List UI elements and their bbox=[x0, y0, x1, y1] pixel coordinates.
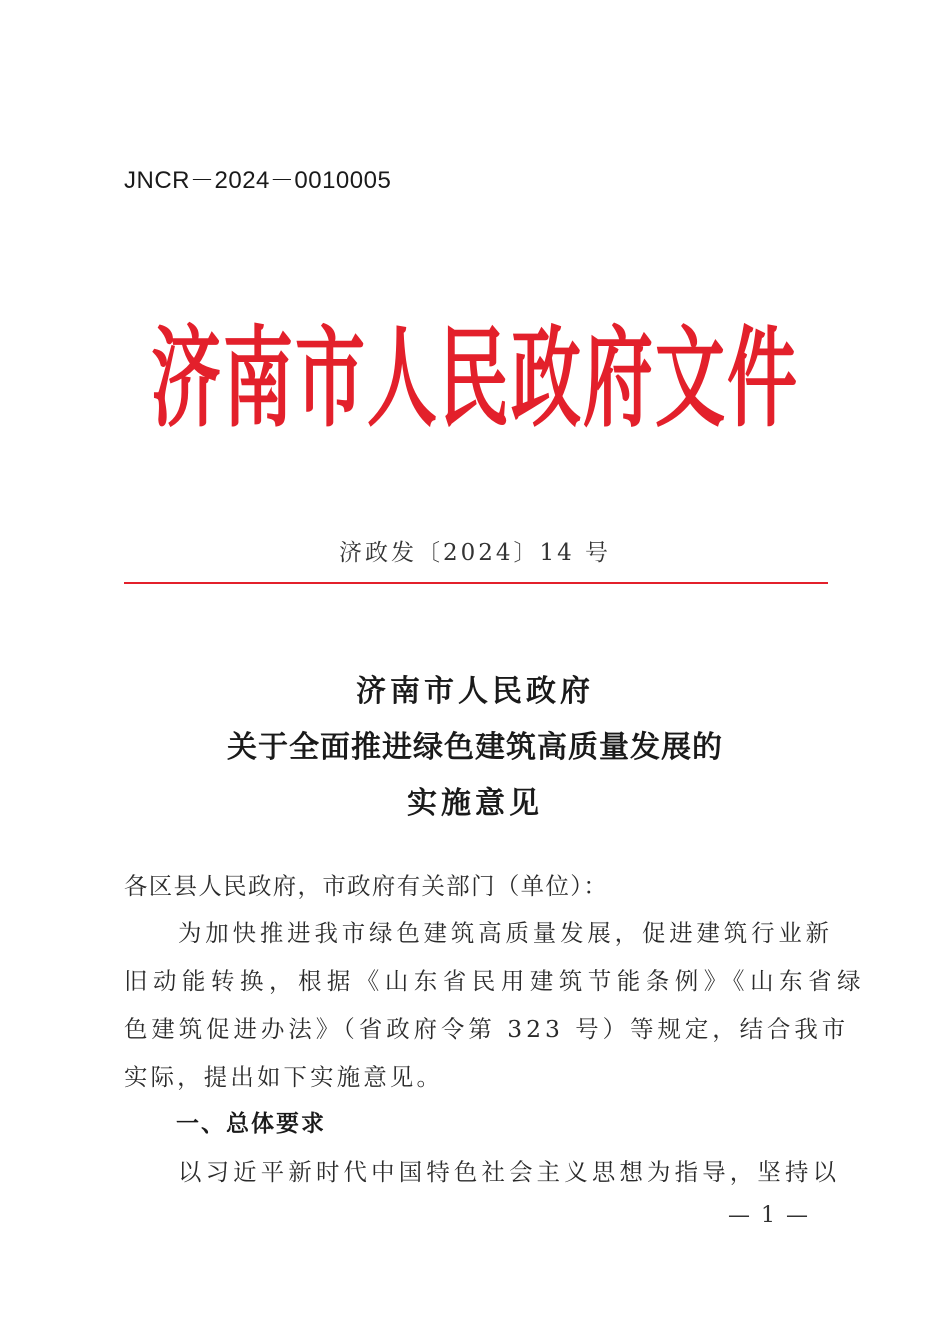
salutation: 各区县人民政府，市政府有关部门（单位）： bbox=[124, 872, 609, 900]
document-number: 济政发〔2024〕14 号 bbox=[338, 540, 612, 566]
red-divider-line bbox=[124, 582, 828, 584]
intro-paragraph-line: 旧动能转换，根据《山东省民用建筑节能条例》《山东省绿 bbox=[124, 967, 867, 995]
document-code: JNCR－2024－0010005 bbox=[124, 167, 392, 194]
intro-paragraph-line: 色建筑促进办法》（省政府令第 323 号）等规定，结合我市 bbox=[124, 1015, 850, 1043]
intro-paragraph-line: 实际，提出如下实施意见。 bbox=[124, 1063, 444, 1091]
document-title-line-2: 关于全面推进绿色建筑高质量发展的 bbox=[227, 730, 723, 765]
section-paragraph-line: 以习近平新时代中国特色社会主义思想为指导，坚持以 bbox=[178, 1158, 841, 1186]
document-title-line-3: 实施意见 bbox=[407, 786, 543, 821]
intro-paragraph-line: 为加快推进我市绿色建筑高质量发展，促进建筑行业新 bbox=[178, 919, 833, 947]
document-title-line-1: 济南市人民政府 bbox=[356, 674, 594, 709]
masthead-title: 济南市人民政府文件 bbox=[151, 315, 799, 443]
page-number: — 1 — bbox=[728, 1203, 810, 1228]
section-heading: 一、总体要求 bbox=[176, 1111, 326, 1137]
